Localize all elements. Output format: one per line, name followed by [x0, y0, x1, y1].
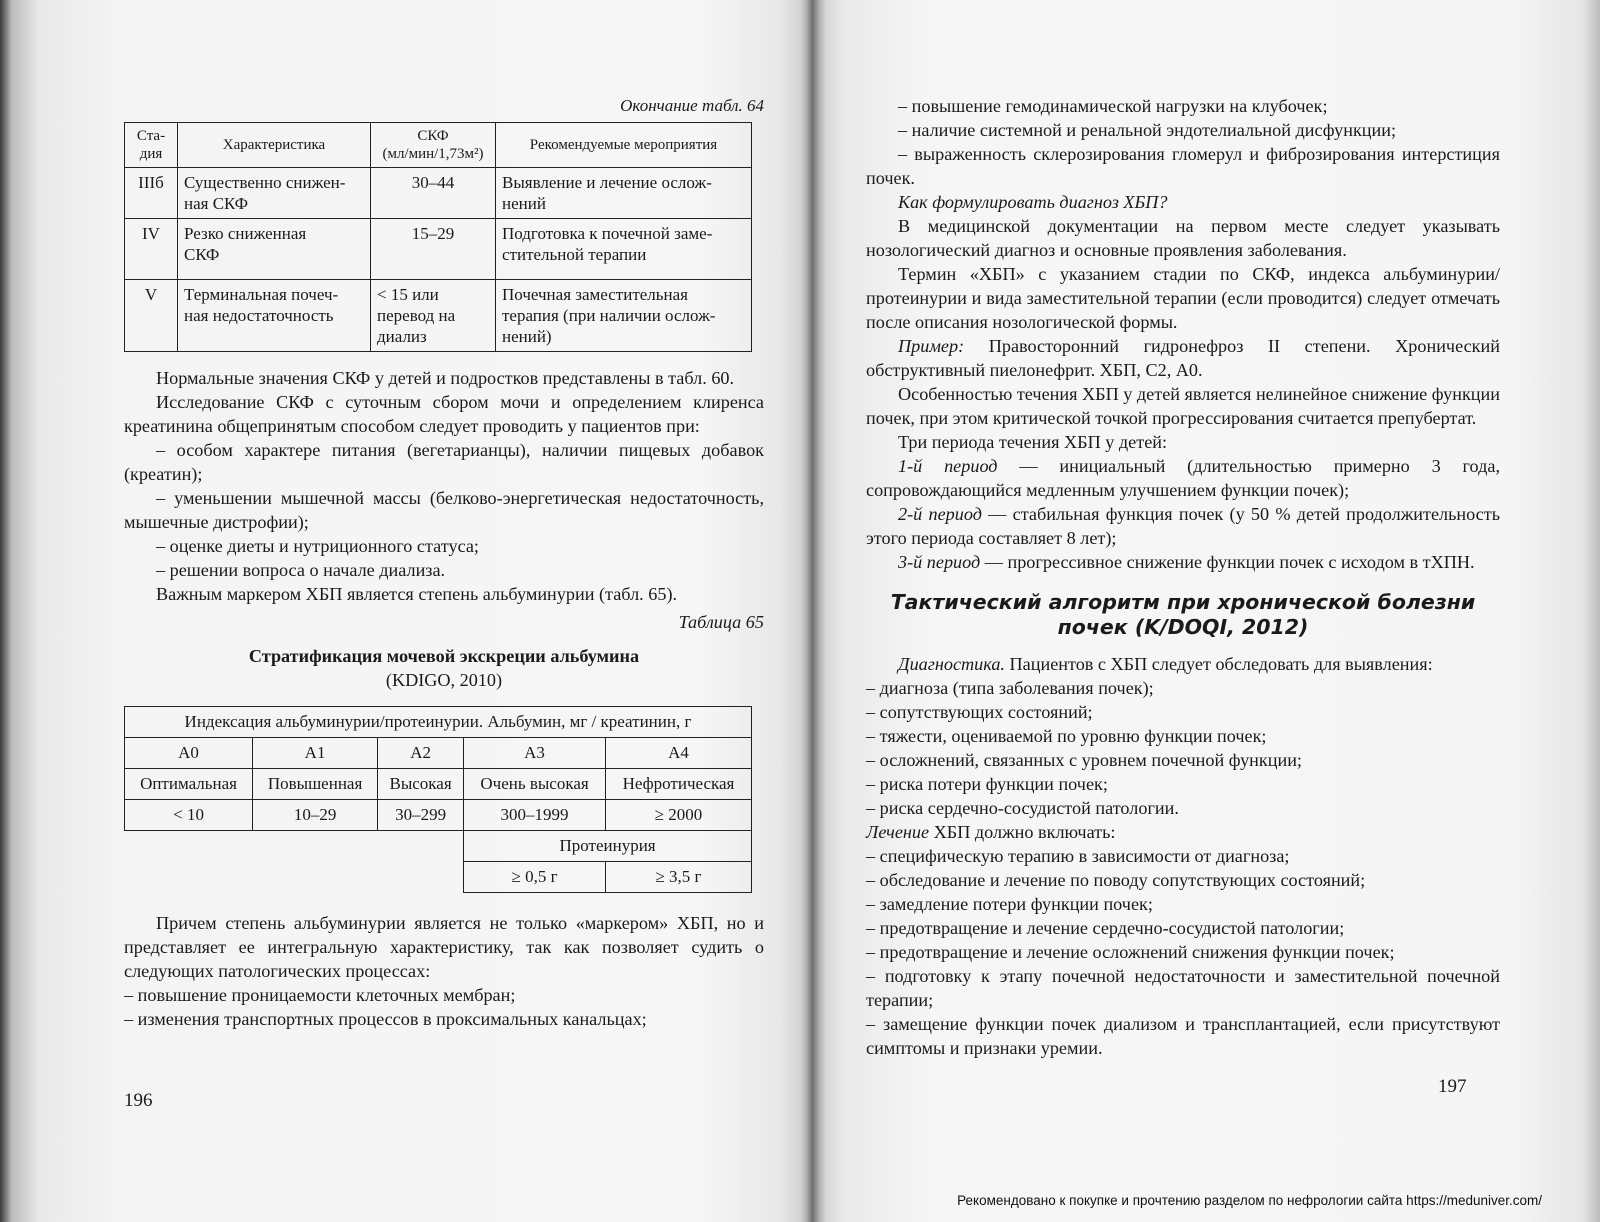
- cell-value: 30–299: [378, 800, 464, 831]
- period-label: 3-й период: [898, 552, 981, 572]
- list-item: – особом характере питания (вегетарианцы), наличии пищевых добавок (креатин);: [124, 440, 764, 484]
- paragraph: Важным маркером ХБП является степень альбуминурии (табл. 65).: [156, 584, 678, 604]
- treatment-label: Лечение: [866, 822, 930, 842]
- header-actions: Рекомендуемые мероприятия: [496, 123, 752, 168]
- list-item: – сопутствующих состояний;: [866, 702, 1093, 722]
- period-text: — инициальный (длительностью примерно 3 года, сопровождающийся медленным улучшением функции почек);: [866, 456, 1500, 500]
- table-continuation-label: Окончание табл. 64: [620, 96, 764, 115]
- paragraph: Нормальные значения СКФ у детей и подростков представлены в табл. 60.: [156, 368, 735, 388]
- list-item: – оценке диеты и нутриционного статуса;: [156, 536, 479, 556]
- cell-action: Выявление и лечение ослож- нений: [496, 168, 752, 219]
- table-row: [125, 738, 752, 769]
- cell-action: Почечная заместительная терапия (при наличии ослож- нений): [496, 280, 752, 352]
- proteinuria-value: ≥ 0,5 г: [464, 862, 606, 893]
- site-credit: Рекомендовано к покупке и прочтению разделом по нефрологии сайта https://meduniver.com/: [957, 1193, 1542, 1208]
- cell-stage: IIIб: [125, 168, 178, 219]
- list-item: – решении вопроса о начале диализа.: [156, 560, 446, 580]
- cell-value: ≥ 2000: [605, 800, 751, 831]
- cell-action: Подготовка к почечной заме- стительной терапии: [496, 219, 752, 280]
- paragraph: Исследование СКФ с суточным сбором мочи и определением клиренса креатинина общепринятым способом следует проводить у пациентов при:: [124, 392, 764, 436]
- list-item: – повышение проницаемости клеточных мембран;: [124, 985, 516, 1005]
- list-item: – повышение гемодинамической нагрузки на клубочек;: [898, 96, 1328, 116]
- table-row: [125, 862, 752, 893]
- cell-characteristic: Существенно снижен- ная СКФ: [178, 168, 371, 219]
- list-item: – обследование и лечение по поводу сопутствующих состояний;: [866, 870, 1366, 890]
- diagnostics-paragraph: [866, 652, 1500, 676]
- cell-name: Нефротическая: [605, 769, 751, 800]
- cell-value: 10–29: [253, 800, 378, 831]
- cell-gfr: 15–29: [371, 219, 496, 280]
- paragraph: Три периода течения ХБП у детей:: [898, 432, 1168, 452]
- table-subtitle: (KDIGO, 2010): [385, 670, 503, 690]
- cell-code: А3: [464, 738, 606, 769]
- cell-code: А0: [125, 738, 253, 769]
- table-65: [124, 706, 752, 893]
- period-item: [866, 550, 1500, 574]
- cell-stage: IV: [125, 219, 178, 280]
- example-text: Правосторонний гидронефроз II степени. Хронический обструктивный пиелонефрит. ХБП, С2, А0.: [866, 336, 1500, 380]
- albuminuria-index-header: Индексация альбуминурии/протеинурии. Альбумин, мг / креатинин, г: [125, 707, 752, 738]
- cell-empty: [125, 862, 253, 893]
- list-item: – подготовку к этапу почечной недостаточности и заместительной почечной терапии;: [866, 966, 1500, 1010]
- header-gfr: СКФ (мл/мин/1,73м²): [371, 123, 496, 168]
- page-number-left: 196: [124, 1090, 153, 1111]
- proteinuria-label: Протеинурия: [464, 831, 752, 862]
- cell-gfr: 30–44: [371, 168, 496, 219]
- cell-code: А2: [378, 738, 464, 769]
- period-text: — прогрессивное снижение функции почек с исходом в тХПН.: [980, 552, 1475, 572]
- cell-characteristic: Терминальная почеч- ная недостаточность: [178, 280, 371, 352]
- list-item: – наличие системной и ренальной эндотелиальной дисфункции;: [898, 120, 1397, 140]
- cell-name: Повышенная: [253, 769, 378, 800]
- list-item: – замещение функции почек диализом и трансплантацией, если присутствуют симптомы и признаки уремии.: [866, 1014, 1500, 1058]
- table-64: [124, 122, 752, 352]
- period-label: 1-й период: [898, 456, 998, 476]
- diagnostics-label: Диагностика.: [898, 654, 1005, 674]
- left-column: [124, 94, 764, 1031]
- list-item: – осложнений, связанных с уровнем почечной функции;: [866, 750, 1302, 770]
- example-paragraph: [866, 334, 1500, 382]
- cell-stage: V: [125, 280, 178, 352]
- cell-empty: [378, 862, 464, 893]
- cell-code: А4: [605, 738, 751, 769]
- section-heading: Тактический алгоритм при хронической болезни почек (K/DOQI, 2012): [890, 590, 1476, 639]
- cell-empty: [125, 831, 253, 862]
- list-item: – предотвращение и лечение сердечно-сосудистой патологии;: [866, 918, 1345, 938]
- list-item: – изменения транспортных процессов в проксимальных канальцах;: [124, 1009, 647, 1029]
- proteinuria-value: ≥ 3,5 г: [605, 862, 751, 893]
- table-number: Таблица 65: [678, 612, 764, 632]
- paragraph: Причем степень альбуминурии является не только «маркером» ХБП, но и представляет ее интегральную характеристику, так как позволяет судить о следующих патологических процессах:: [124, 913, 764, 981]
- table-row: [125, 219, 752, 280]
- table-row: [125, 831, 752, 862]
- header-stage: Ста- дия: [125, 123, 178, 168]
- cell-name: Очень высокая: [464, 769, 606, 800]
- cell-empty: [253, 831, 378, 862]
- table-row: [125, 280, 752, 352]
- question-heading: Как формулировать диагноз ХБП?: [898, 192, 1168, 212]
- right-column: [866, 94, 1500, 1060]
- book-gutter: [800, 0, 826, 1222]
- cell-gfr: < 15 или перевод на диализ: [371, 280, 496, 352]
- table-header-row: [125, 123, 752, 168]
- list-item: – предотвращение и лечение осложнений снижения функции почек;: [866, 942, 1395, 962]
- list-item: – выраженность склерозирования гломерул и фиброзирования интерстиция почек.: [866, 144, 1500, 188]
- list-item: – тяжести, оцениваемой по уровню функции почек;: [866, 726, 1267, 746]
- cell-code: А1: [253, 738, 378, 769]
- list-item: – уменьшении мышечной массы (белково-энергетическая недостаточность, мышечные дистрофии);: [124, 488, 764, 532]
- table-row: [125, 769, 752, 800]
- example-label: Пример:: [898, 336, 965, 356]
- table-header-row: [125, 707, 752, 738]
- page-number-right: 197: [1438, 1076, 1467, 1097]
- treatment-paragraph: [866, 820, 1500, 844]
- period-label: 2-й период: [898, 504, 982, 524]
- period-text: — стабильная функция почек (у 50 % детей продолжительность этого периода составляет 8 лет);: [866, 504, 1501, 548]
- list-item: – риска потери функции почек;: [866, 774, 1108, 794]
- diagnostics-text: Пациентов с ХБП следует обследовать для выявления:: [1004, 654, 1433, 674]
- cell-value: 300–1999: [464, 800, 606, 831]
- period-item: [866, 502, 1500, 550]
- cell-empty: [378, 831, 464, 862]
- cell-value: < 10: [125, 800, 253, 831]
- period-item: [866, 454, 1500, 502]
- treatment-text: ХБП должно включать:: [929, 822, 1116, 842]
- table-row: [125, 168, 752, 219]
- table-row: [125, 800, 752, 831]
- paragraph: В медицинской документации на первом месте следует указывать нозологический диагноз и основные проявления заболевания.: [866, 216, 1500, 260]
- cell-name: Оптимальная: [125, 769, 253, 800]
- list-item: – риска сердечно-сосудистой патологии.: [866, 798, 1179, 818]
- header-characteristic: Характеристика: [178, 123, 371, 168]
- cell-name: Высокая: [378, 769, 464, 800]
- table-title: Стратификация мочевой экскреции альбумина: [248, 646, 640, 666]
- cell-characteristic: Резко сниженная СКФ: [178, 219, 371, 280]
- cell-empty: [253, 862, 378, 893]
- list-item: – замедление потери функции почек;: [866, 894, 1153, 914]
- list-item: – диагноза (типа заболевания почек);: [866, 678, 1154, 698]
- list-item: – специфическую терапию в зависимости от диагноза;: [866, 846, 1290, 866]
- paragraph: Особенностью течения ХБП у детей является нелинейное снижение функции почек, при этом критической точкой прогрессирования считается препубертат.: [866, 384, 1500, 428]
- paragraph: Термин «ХБП» с указанием стадии по СКФ, индекса альбуминурии/протеинурии и вида заместительной терапии (если проводится) следует отмечать после описания нозологической формы.: [866, 264, 1500, 332]
